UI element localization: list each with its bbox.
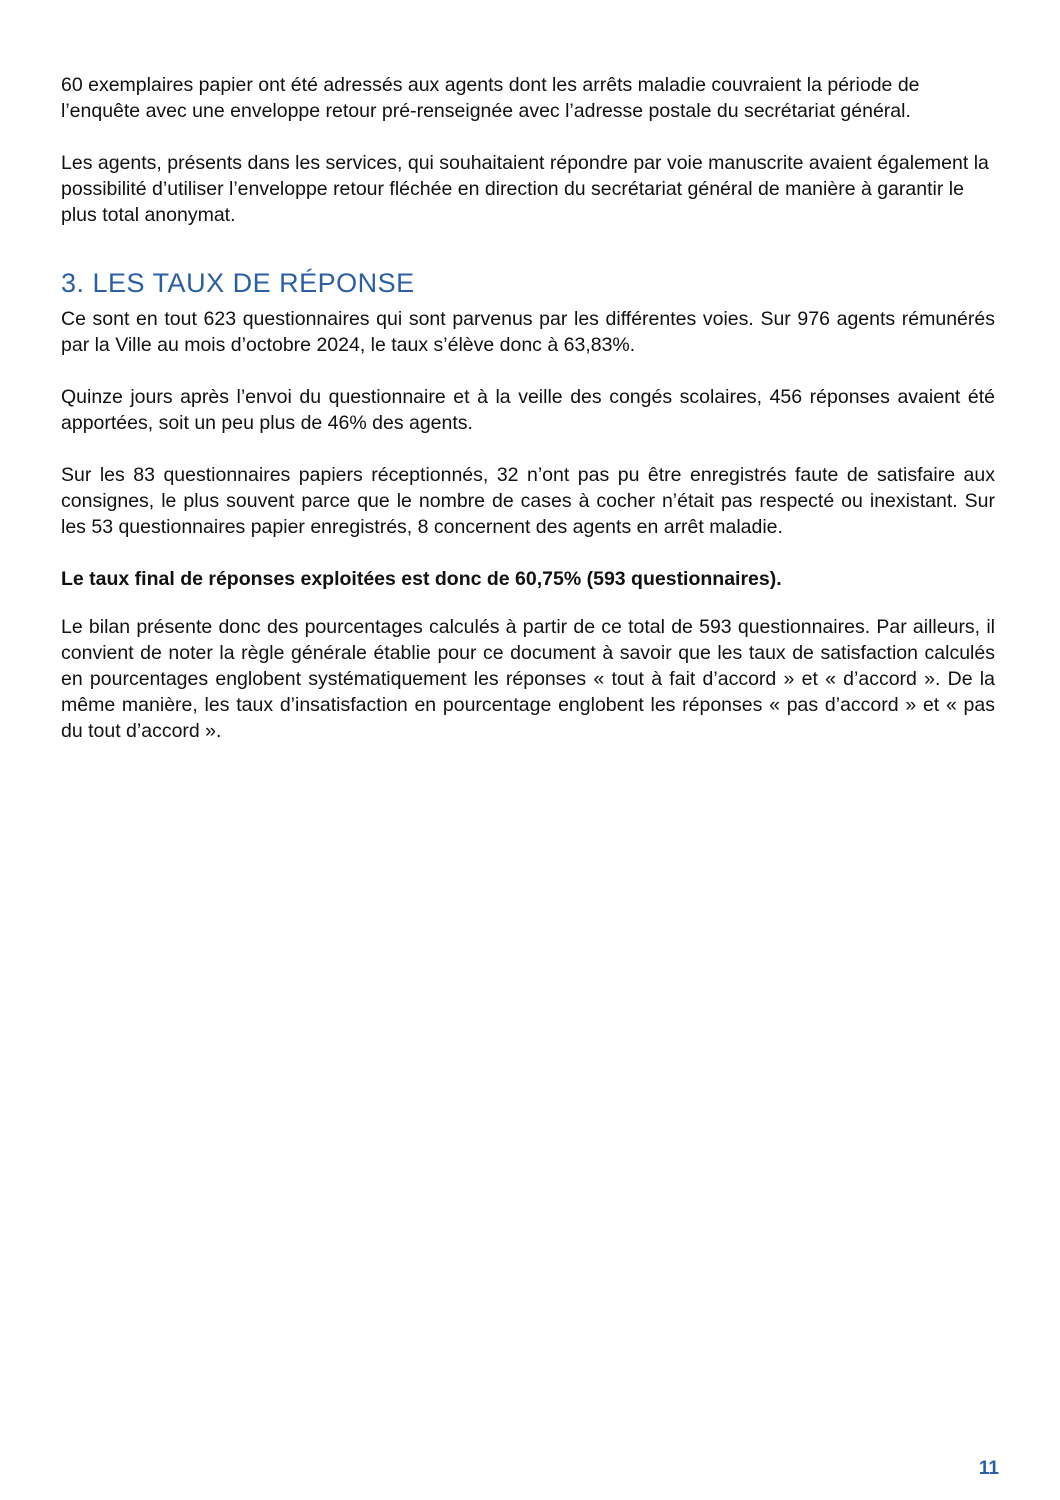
closing-paragraph: Le bilan présente donc des pourcentages calculés à partir de ce total de 593 questionnaires. Par ailleurs, il convient de noter la règle générale établie pour ce document à savoir que les taux de satisfaction calculés en pourcentages englobent systématiquement les réponses « tout à fait d’accord » et « d’accord ». De la même manière, les taux d’insatisfaction en pourcentage englobent les réponses « pas d’accord » et « pas du tout d’accord ». [61, 616, 995, 742]
intro-paragraph-1: 60 exemplaires papier ont été adressés aux agents dont les arrêts maladie couvraient la période de l’enquête avec une enveloppe retour pré-renseignée avec l’adresse postale du secrétariat général. [61, 74, 920, 122]
intro-paragraph-2: Les agents, présents dans les services, qui souhaitaient répondre par voie manuscrite avaient également la possibilité d’utiliser l’enveloppe retour fléchée en direction du secrétariat général de manière à garantir le plus total anonymat. [61, 152, 989, 226]
section-title: 3. LES TAUX DE RÉPONSE [61, 268, 415, 298]
page-content [61, 72, 995, 744]
section-paragraph-2: Quinze jours après l’envoi du questionnaire et à la veille des congés scolaires, 456 réponses avaient été apportées, soit un peu plus de 46% des agents. [61, 386, 995, 434]
section-paragraph-1: Ce sont en tout 623 questionnaires qui sont parvenus par les différentes voies. Sur 976 agents rémunérés par la Ville au mois d’octobre 2024, le taux s’élève donc à 63,83%. [61, 308, 995, 356]
section-paragraph-3: Sur les 83 questionnaires papiers réceptionnés, 32 n’ont pas pu être enregistrés faute de satisfaire aux consignes, le plus souvent parce que le nombre de cases à cocher n’était pas respecté ou inexistant. Sur les 53 questionnaires papier enregistrés, 8 concernent des agents en arrêt maladie. [61, 464, 995, 538]
highlight-paragraph: Le taux final de réponses exploitées est donc de 60,75% (593 questionnaires). [61, 568, 782, 590]
page-number: 11 [978, 1458, 999, 1479]
